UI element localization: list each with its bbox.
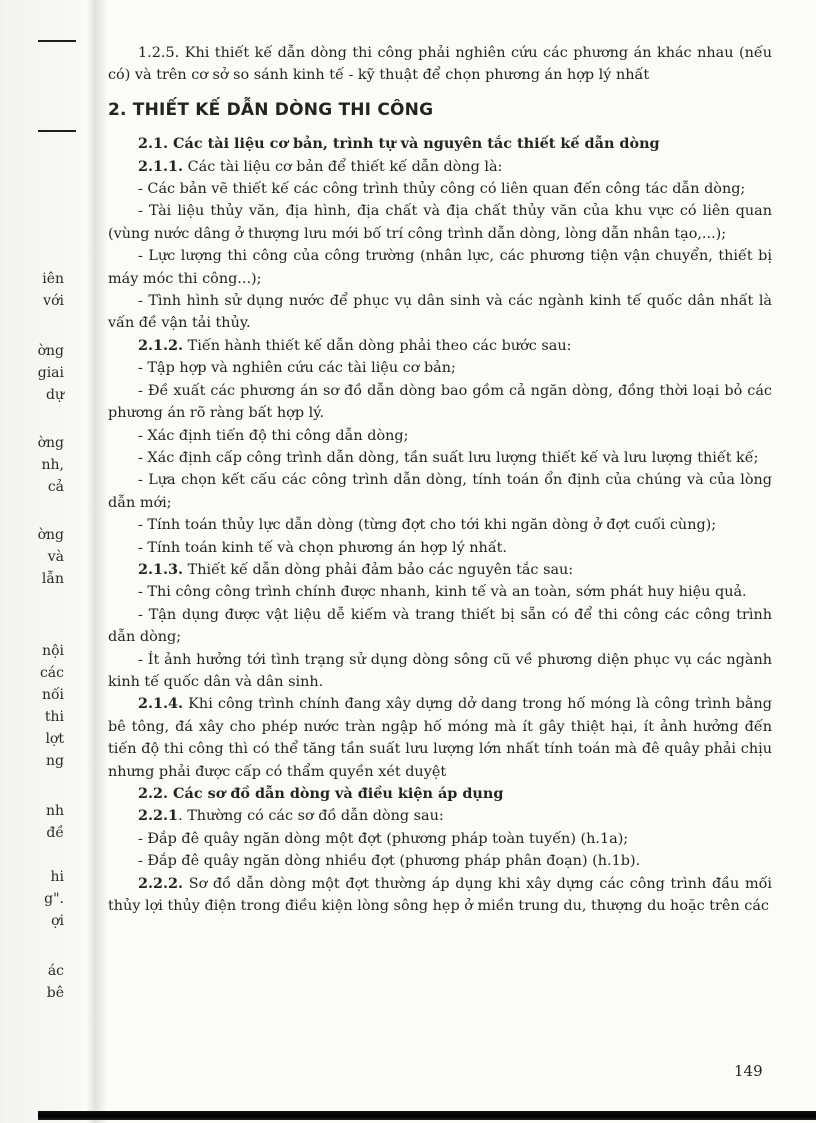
bleed-fragment: ờng <box>37 343 64 359</box>
bleed-fragment: ợi <box>51 913 64 929</box>
item-number-2-1-1: 2.1.1. <box>138 157 184 175</box>
list-item: - Lựa chọn kết cấu các công trình dẫn dòng, tính toán ổn định của chúng và của lòng dẫn mới; <box>108 472 772 511</box>
section-heading: 2. THIẾT KẾ DẪN DÒNG THI CÔNG <box>108 99 434 120</box>
bleed-fragment: cả <box>47 479 64 495</box>
bleed-fragment: các <box>39 665 64 681</box>
list-item: - Tận dụng được vật liệu dễ kiếm và trang thiết bị sẵn có để thi công các công trình dẫn dòng; <box>108 606 772 646</box>
paragraph-2-1-4: Khi công trình chính đang xây dựng dở dang trong hố móng là công trình bằng bê tông, đá xây cho phép nước tràn ngập hố móng mà ít gây thiệt hại, ít ảnh hưởng đến tiến độ thi công thì có thể tăng tần suất lưu lượng lớn nhất tính toán mà đê quây phải chịu nhưng phải được cấp có thẩm quyền xét duyệt <box>108 696 772 780</box>
item-number-2-2-1: 2.2.1 <box>138 807 179 825</box>
list-item: - Tình hình sử dụng nước để phục vụ dân sinh và các ngành kinh tế quốc dân nhất là vấn đề vận tải thủy. <box>108 293 772 332</box>
bleed-fragment: dự <box>46 387 64 403</box>
bleed-fragment: ác <box>47 963 64 979</box>
bleed-fragment: lẫn <box>41 571 64 587</box>
bleed-fragment: và <box>47 549 64 565</box>
list-item: - Xác định tiến độ thi công dẫn dòng; <box>138 427 409 444</box>
item-number-2-1-2: 2.1.2. <box>138 336 184 354</box>
bleed-fragment: đề <box>46 825 64 841</box>
margin-rule-top <box>38 40 76 42</box>
paragraph-2-1-3: Thiết kế dẫn dòng phải đảm bảo các nguyên tắc sau: <box>183 561 574 578</box>
bleed-fragment: nh, <box>41 457 64 473</box>
bleed-fragment: g". <box>44 891 64 907</box>
bleed-fragment: iên <box>42 271 64 287</box>
bleed-fragment: ờng <box>37 527 64 543</box>
bleed-fragment: nối <box>41 687 64 703</box>
bleed-fragment: nh <box>45 803 64 819</box>
bleed-fragment: bê <box>46 985 64 1001</box>
margin-rule-second <box>38 130 76 132</box>
bleed-fragment: với <box>43 293 64 309</box>
paragraph-2-1-2: Tiến hành thiết kế dẫn dòng phải theo các bước sau: <box>183 337 572 354</box>
list-item: - Xác định cấp công trình dẫn dòng, tần suất lưu lượng thiết kế và lưu lượng thiết kế; <box>138 449 759 466</box>
bleed-fragment: nội <box>42 643 64 659</box>
list-item: - Tài liệu thủy văn, địa hình, địa chất và địa chất thủy văn của khu vực có liên quan (vùng nước dâng ở thượng lưu mới bố trí công trình dẫn dòng, lòng dẫn nhân tạo,...); <box>108 203 772 242</box>
list-item: - Lực lượng thi công của công trường (nhân lực, các phương tiện vận chuyển, thiết bị máy móc thi công...); <box>108 248 772 287</box>
list-item: - Thi công công trình chính được nhanh, kinh tế và an toàn, sớm phát huy hiệu quả. <box>138 584 747 601</box>
paragraph-2-2-2: Sơ đồ dẫn dòng một đợt thường áp dụng khi xây dựng các công trình đầu mối thủy lợi thủy điện trong điều kiện lòng sông hẹp ở miền trung du, thượng du hoặc trên các <box>108 875 772 915</box>
list-item: - Đắp đê quây ngăn dòng một đợt (phương pháp toàn tuyến) (h.1a); <box>138 830 629 847</box>
list-item: - Đề xuất các phương án sơ đồ dẫn dòng bao gồm cả ngăn dòng, đồng thời loại bỏ các phương án rõ ràng bất hợp lý. <box>108 382 772 422</box>
bleed-fragment: ờng <box>37 435 64 451</box>
subsection-heading-2-1: 2.1. Các tài liệu cơ bản, trình tự và nguyên tắc thiết kế dẫn dòng <box>138 135 660 153</box>
page-content <box>108 42 772 917</box>
list-item: - Tập hợp và nghiên cứu các tài liệu cơ bản; <box>138 360 456 377</box>
bottom-edge-bar <box>38 1111 816 1120</box>
page-number: 149 <box>734 1062 763 1080</box>
page-fold-shadow <box>86 0 106 1123</box>
bleed-fragment: giai <box>37 365 64 381</box>
intro-paragraph: 1.2.5. Khi thiết kế dẫn dòng thi công phải nghiên cứu các phương án khác nhau (nếu có) và trên cơ sở so sánh kinh tế - kỹ thuật để chọn phương án hợp lý nhất <box>108 45 772 84</box>
item-number-2-2-2: 2.2.2. <box>138 874 184 892</box>
subsection-heading-2-2: 2.2. Các sơ đồ dẫn dòng và điều kiện áp dụng <box>138 785 504 802</box>
list-item: - Các bản vẽ thiết kế các công trình thủy công có liên quan đến công tác dẫn dòng; <box>138 181 746 198</box>
item-number-2-1-4: 2.1.4. <box>138 695 184 713</box>
list-item: - Tính toán thủy lực dẫn dòng (từng đợt cho tới khi ngăn dòng ở đợt cuối cùng); <box>138 517 717 534</box>
list-item: - Đắp đê quây ngăn dòng nhiều đợt (phương pháp phân đoạn) (h.1b). <box>138 853 641 870</box>
paragraph-2-2-1: . Thường có các sơ đồ dẫn dòng sau: <box>178 808 444 825</box>
bleed-fragment: ng <box>46 753 64 769</box>
list-item: - Ít ảnh hưởng tới tình trạng sử dụng dòng sông cũ về phương diện phục vụ các ngành kinh tế quốc dân và dân sinh. <box>108 651 772 690</box>
list-item: - Tính toán kinh tế và chọn phương án hợp lý nhất. <box>138 539 508 556</box>
bleed-fragment: lợt <box>45 731 64 747</box>
paragraph-2-1-1: Các tài liệu cơ bản để thiết kế dẫn dòng là: <box>183 158 503 175</box>
bleed-fragment: thi <box>44 709 64 725</box>
item-number-2-1-3: 2.1.3. <box>138 560 184 578</box>
bleed-fragment: hi <box>50 869 64 885</box>
